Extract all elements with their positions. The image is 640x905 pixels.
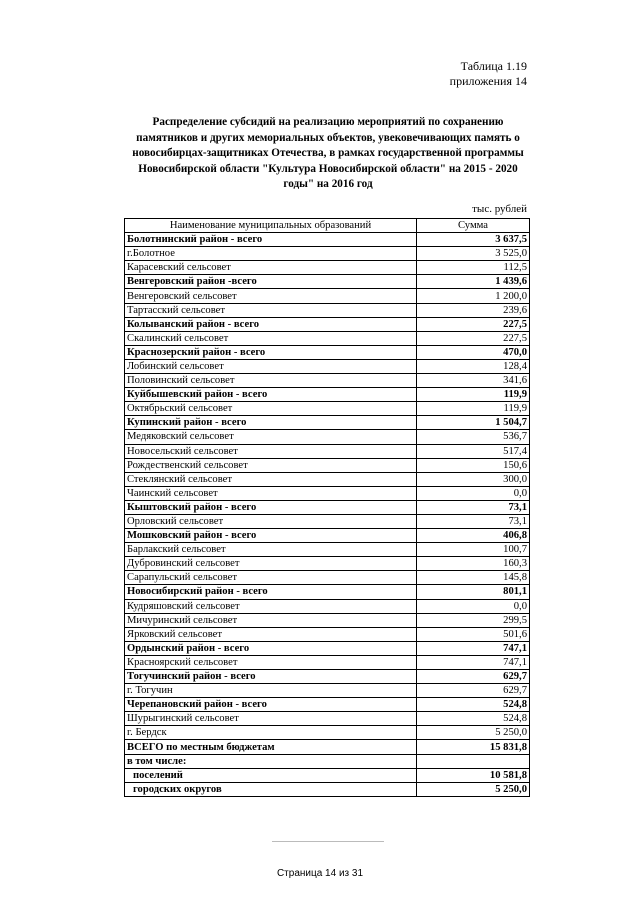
- row-name: Карасевский сельсовет: [125, 261, 417, 275]
- row-name: Кыштовский район - всего: [125, 500, 417, 514]
- row-sum: 1 504,7: [417, 416, 530, 430]
- row-sum: 299,5: [417, 613, 530, 627]
- table-row: [125, 782, 530, 796]
- row-sum: 801,1: [417, 585, 530, 599]
- row-sum: 112,5: [417, 261, 530, 275]
- table-row: [125, 247, 530, 261]
- table-row: [125, 641, 530, 655]
- table-reference: [450, 59, 527, 89]
- row-name: в том числе:: [125, 754, 417, 768]
- row-name: Половинский сельсовет: [125, 374, 417, 388]
- table-row: [125, 698, 530, 712]
- row-name: Новосельский сельсовет: [125, 444, 417, 458]
- table-row: [125, 529, 530, 543]
- row-name: Венгеровский сельсовет: [125, 289, 417, 303]
- row-sum: 145,8: [417, 571, 530, 585]
- table-row: [125, 500, 530, 514]
- row-sum: 100,7: [417, 543, 530, 557]
- row-name: Колыванский район - всего: [125, 317, 417, 331]
- row-sum: 629,7: [417, 684, 530, 698]
- table-header-row: [125, 219, 530, 233]
- table-row: [125, 557, 530, 571]
- row-sum: 470,0: [417, 345, 530, 359]
- table-row: [125, 585, 530, 599]
- row-name: Ярковский сельсовет: [125, 627, 417, 641]
- subsidy-table: [124, 218, 530, 797]
- table-row: [125, 359, 530, 373]
- row-sum: 5 250,0: [417, 726, 530, 740]
- row-name: Мошковский район - всего: [125, 529, 417, 543]
- row-name: Кудряшовский сельсовет: [125, 599, 417, 613]
- row-sum: 517,4: [417, 444, 530, 458]
- row-name: Тогучинский район - всего: [125, 670, 417, 684]
- table-row: [125, 275, 530, 289]
- table-row: [125, 388, 530, 402]
- appendix-number: приложения 14: [449, 74, 527, 88]
- row-sum: 5 250,0: [417, 782, 530, 796]
- row-sum: 119,9: [417, 388, 530, 402]
- row-sum: 0,0: [417, 486, 530, 500]
- row-sum: 406,8: [417, 529, 530, 543]
- row-name: Барлакский сельсовет: [125, 543, 417, 557]
- table-row: [125, 670, 530, 684]
- row-name: Венгеровский район -всего: [125, 275, 417, 289]
- table-number: Таблица 1.19: [460, 59, 527, 73]
- table-row: [125, 655, 530, 669]
- row-name: городских округов: [125, 782, 417, 796]
- row-sum: 3 637,5: [417, 233, 530, 247]
- table-row: [125, 740, 530, 754]
- row-name: Новосибирский район - всего: [125, 585, 417, 599]
- unit-label: тыс. рублей: [472, 203, 527, 215]
- row-sum: 524,8: [417, 712, 530, 726]
- row-sum: 341,6: [417, 374, 530, 388]
- row-sum: 227,5: [417, 331, 530, 345]
- table-row: [125, 684, 530, 698]
- table-row: [125, 599, 530, 613]
- row-name: г. Тогучин: [125, 684, 417, 698]
- row-sum: 1 439,6: [417, 275, 530, 289]
- row-name: Тартасский сельсовет: [125, 303, 417, 317]
- row-sum: [417, 754, 530, 768]
- row-sum: 227,5: [417, 317, 530, 331]
- table-row: [125, 543, 530, 557]
- table-row: [125, 416, 530, 430]
- table-row: [125, 472, 530, 486]
- table-row: [125, 627, 530, 641]
- row-sum: 747,1: [417, 655, 530, 669]
- row-name: г. Бердск: [125, 726, 417, 740]
- table-row: [125, 712, 530, 726]
- table-row: [125, 233, 530, 247]
- row-name: Куйбышевский район - всего: [125, 388, 417, 402]
- header-name: Наименование муниципальных образований: [125, 219, 417, 233]
- row-name: Орловский сельсовет: [125, 514, 417, 528]
- row-name: Октябрьский сельсовет: [125, 402, 417, 416]
- table-row: [125, 317, 530, 331]
- row-name: Черепановский район - всего: [125, 698, 417, 712]
- document-title: Распределение субсидий на реализацию мероприятий по сохранению памятников и других мемориальных объектов, увековечивающих память о новосибирцах-защитниках Отечества, в рамках государственной программы Новосибирской области "Культура Новосибирской области" на 2015 - 2020 годы" на 2016 год: [132, 116, 524, 190]
- row-sum: 536,7: [417, 430, 530, 444]
- row-name: Скалинский сельсовет: [125, 331, 417, 345]
- row-name: Ордынский район - всего: [125, 641, 417, 655]
- row-sum: 747,1: [417, 641, 530, 655]
- subsidy-table-body: [125, 219, 530, 797]
- row-name: поселений: [125, 768, 417, 782]
- row-sum: 15 831,8: [417, 740, 530, 754]
- row-sum: 73,1: [417, 500, 530, 514]
- table-row: [125, 374, 530, 388]
- footer-divider: [272, 841, 384, 842]
- table-row: [125, 261, 530, 275]
- row-sum: 0,0: [417, 599, 530, 613]
- row-sum: 73,1: [417, 514, 530, 528]
- row-sum: 150,6: [417, 458, 530, 472]
- row-name: Медяковский сельсовет: [125, 430, 417, 444]
- table-row: [125, 514, 530, 528]
- table-row: [125, 613, 530, 627]
- row-sum: 239,6: [417, 303, 530, 317]
- table-row: [125, 768, 530, 782]
- row-sum: 160,3: [417, 557, 530, 571]
- row-sum: 10 581,8: [417, 768, 530, 782]
- row-sum: 119,9: [417, 402, 530, 416]
- table-row: [125, 430, 530, 444]
- row-sum: 3 525,0: [417, 247, 530, 261]
- table-row: [125, 345, 530, 359]
- row-name: Краснозерский район - всего: [125, 345, 417, 359]
- table-row: [125, 402, 530, 416]
- table-row: [125, 444, 530, 458]
- row-name: Рождественский сельсовет: [125, 458, 417, 472]
- row-sum: 300,0: [417, 472, 530, 486]
- row-name: Стеклянский сельсовет: [125, 472, 417, 486]
- table-row: [125, 486, 530, 500]
- row-sum: 524,8: [417, 698, 530, 712]
- header-sum: Сумма: [417, 219, 530, 233]
- row-name: Дубровинский сельсовет: [125, 557, 417, 571]
- row-name: Чаинский сельсовет: [125, 486, 417, 500]
- page-footer: Страница 14 из 31: [276, 868, 364, 879]
- row-name: ВСЕГО по местным бюджетам: [125, 740, 417, 754]
- row-name: г.Болотное: [125, 247, 417, 261]
- table-row: [125, 458, 530, 472]
- row-name: Лобинский сельсовет: [125, 359, 417, 373]
- row-name: Красноярский сельсовет: [125, 655, 417, 669]
- row-name: Сарапульский сельсовет: [125, 571, 417, 585]
- row-sum: 1 200,0: [417, 289, 530, 303]
- row-sum: 128,4: [417, 359, 530, 373]
- table-row: [125, 331, 530, 345]
- table-row: [125, 303, 530, 317]
- table-row: [125, 289, 530, 303]
- row-name: Шурыгинский сельсовет: [125, 712, 417, 726]
- table-row: [125, 571, 530, 585]
- table-row: [125, 726, 530, 740]
- row-sum: 501,6: [417, 627, 530, 641]
- row-name: Мичуринский сельсовет: [125, 613, 417, 627]
- row-sum: 629,7: [417, 670, 530, 684]
- table-row: [125, 754, 530, 768]
- row-name: Купинский район - всего: [125, 416, 417, 430]
- row-name: Болотнинский район - всего: [125, 233, 417, 247]
